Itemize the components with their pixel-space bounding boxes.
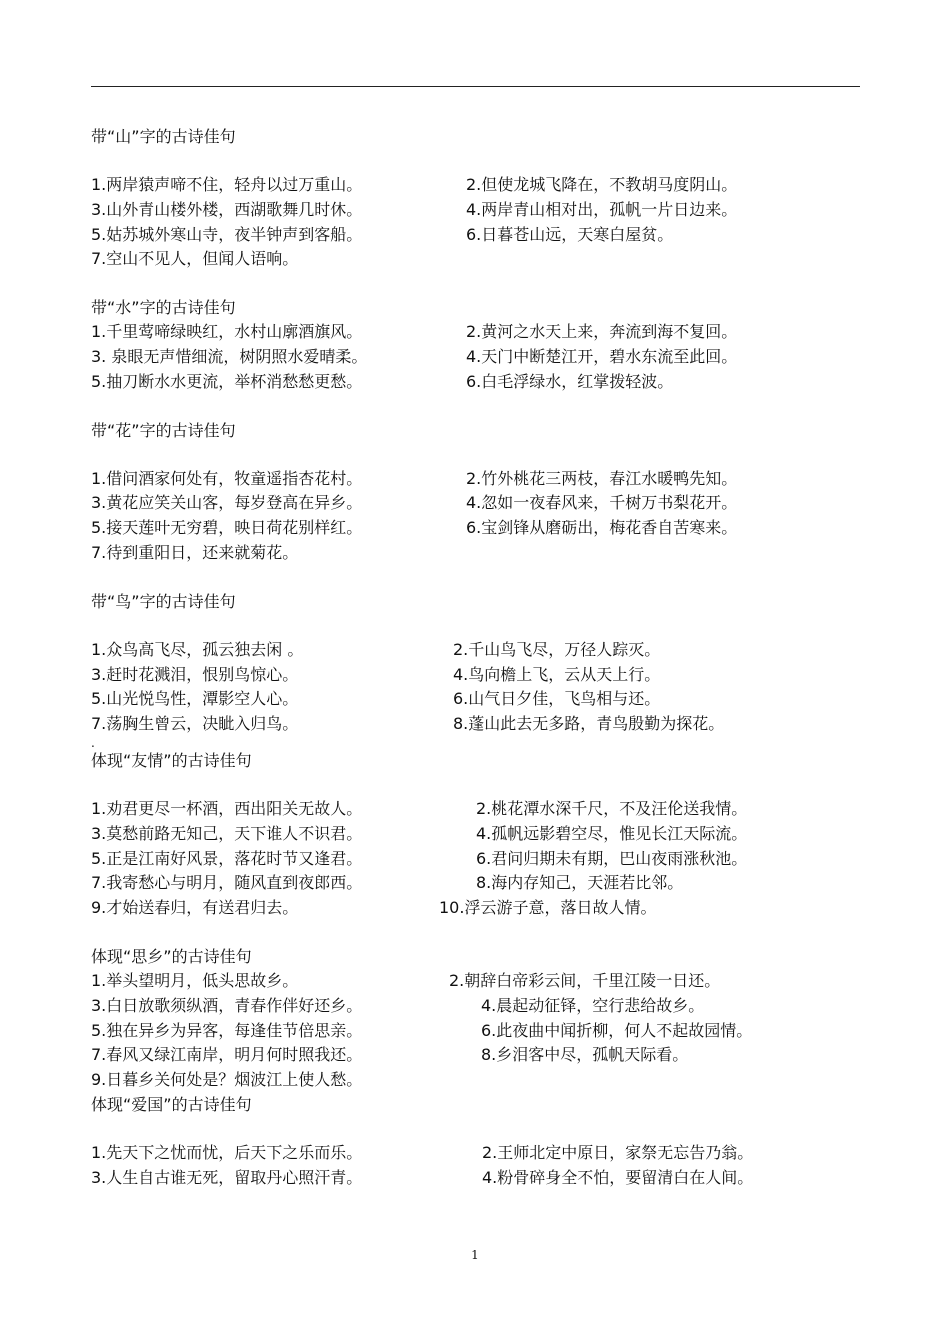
poem-line-row [91,797,860,822]
poem-line-row [91,198,860,223]
poem-line-row [91,822,860,847]
poem-line-left: 1.举头望明月，低头思故乡。 [91,970,299,990]
poem-line-row [91,1166,860,1191]
poem-line-row [91,1141,860,1166]
document-body [91,125,860,1191]
poem-line-row [91,663,860,688]
poem-line-right: 2.但使龙城飞降在，不教胡马度阴山。 [466,175,738,194]
poem-line-left: 9.才始送春归，有送君归去。 [91,898,299,918]
poem-line-row [91,847,860,872]
section-title: 带“鸟”字的古诗佳句 [91,591,236,611]
poem-line-row [91,516,860,541]
poem-line-row [91,969,860,994]
poem-line-right: 6.山气日夕佳，飞鸟相与还。 [453,689,661,709]
page-number: 1 [471,1248,479,1262]
poem-line-right: 4.孤帆远影碧空尽，惟见长江天际流。 [476,823,748,843]
poem-line-right: 2.朝辞白帝彩云间，千里江陵一日还。 [449,970,721,990]
poem-line-row [91,467,860,492]
poem-line-right: 4.晨起动征铎，空行悲给故乡。 [481,995,705,1015]
poem-line-row [91,173,860,198]
poem-line-row [91,994,860,1019]
poem-line-left: 3.山外青山楼外楼，西湖歌舞几时休。 [91,199,363,219]
poem-line-left: 3. 泉眼无声惜细流，树阴照水爱晴柔。 [91,346,368,366]
poem-line-right: 2.王师北定中原日，家祭无忘告乃翁。 [482,1142,754,1162]
stray-dot: . [91,735,95,750]
poem-line-row [91,345,860,370]
poem-line-left: 7.待到重阳日，还来就菊花。 [91,542,299,562]
section-title: 带“花”字的古诗佳句 [91,420,236,440]
poem-line-right: 6.君问归期未有期，巴山夜雨涨秋池。 [476,848,748,868]
poem-line-left: 5.姑苏城外寒山寺，夜半钟声到客船。 [91,224,363,244]
section-title: 体现“爱国”的古诗佳句 [91,1094,252,1114]
poem-line-right: 4.鸟向檐上飞，云从天上行。 [453,664,661,684]
section-title: 体现“思乡”的古诗佳句 [91,946,252,966]
section-title: 带“山”字的古诗佳句 [91,127,236,146]
poem-line-left: 9.日暮乡关何处是？烟波江上使人愁。 [91,1070,363,1090]
poem-line-left: 7.空山不见人，但闻人语响。 [91,249,299,269]
poem-line-row [91,871,860,896]
poem-line-left: 1.两岸猿声啼不住，轻舟以过万重山。 [91,175,363,194]
poem-line-left: 1.借问酒家何处有，牧童遥指杏花村。 [91,468,363,488]
poem-line-row [91,223,860,248]
poem-line-right: 6.日暮苍山远，天寒白屋贫。 [466,224,674,244]
poem-line-right: 2.黄河之水天上来，奔流到海不复回。 [466,322,738,342]
poem-line-left: 5.独在异乡为异客，每逢佳节倍思亲。 [91,1020,363,1040]
poem-line-left: 5.正是江南好风景，落花时节又逢君。 [91,848,363,868]
section-title: 体现“友情”的古诗佳句 [91,750,252,770]
poem-line-left: 5.山光悦鸟性，潭影空人心。 [91,689,299,709]
poem-line-left: 1.千里莺啼绿映红，水村山廓酒旗风。 [91,322,363,342]
poem-line-right: 2.桃花潭水深千尺，不及汪伦送我情。 [476,798,748,818]
poem-line-left: 7.春风又绿江南岸，明月何时照我还。 [91,1045,363,1065]
poem-line-row [91,247,860,272]
section-title: 带“水”字的古诗佳句 [91,298,236,318]
poem-line-left: 1.众鸟高飞尽，孤云独去闲 。 [91,639,304,659]
poem-line-left: 7.我寄愁心与明月，随风直到夜郎西。 [91,873,363,893]
poem-line-right: 2.千山鸟飞尽，万径人踪灭。 [453,639,661,659]
poem-line-left: 3.黄花应笑关山客，每岁登高在异乡。 [91,493,363,513]
poem-line-left: 3.白日放歌须纵酒，青春作伴好还乡。 [91,995,363,1015]
poem-line-left: 3.赶时花溅泪，恨别鸟惊心。 [91,664,299,684]
poem-line-right: 6.此夜曲中闻折柳，何人不起故园情。 [481,1020,753,1040]
poem-line-right: 10.浮云游子意，落日故人情。 [439,898,657,918]
poem-line-row [91,896,860,921]
poem-line-right: 6.白毛浮绿水，红掌拨轻波。 [466,371,674,391]
poem-line-right: 4.忽如一夜春风来，千树万书梨花开。 [466,493,738,513]
poem-line-row [91,491,860,516]
poem-line-row [91,687,860,712]
poem-line-right: 8.蓬山此去无多路，青鸟殷勤为探花。 [453,714,725,734]
poem-line-left: 1.先天下之忧而忧，后天下之乐而乐。 [91,1142,363,1162]
poem-line-left: 5.接天莲叶无穷碧，映日荷花别样红。 [91,518,363,538]
poem-line-left: 1.劝君更尽一杯酒，西出阳关无故人。 [91,798,363,818]
poem-line-right: 4.天门中断楚江开，碧水东流至此回。 [466,346,738,366]
poem-line-left: 3.莫愁前路无知己，天下谁人不识君。 [91,823,363,843]
poem-line-row [91,1068,860,1093]
poem-line-row [91,638,860,663]
header-rule [91,86,860,87]
poem-line-right: 6.宝剑锋从磨砺出，梅花香自苦寒来。 [466,518,738,538]
poem-line-right: 8.海内存知己，天涯若比邻。 [476,873,684,893]
poem-line-right: 4.两岸青山相对出，孤帆一片日边来。 [466,199,738,219]
poem-line-left: 5.抽刀断水水更流，举杯消愁愁更愁。 [91,371,363,391]
poem-line-left: 7.荡胸生曾云，决眦入归鸟。 [91,714,299,734]
poem-line-row [91,541,860,566]
poem-line-row [91,712,860,737]
poem-line-row [91,1019,860,1044]
poem-line-row [91,1043,860,1068]
poem-line-row [91,370,860,395]
poem-line-right: 2.竹外桃花三两枝，春江水暖鸭先知。 [466,468,738,488]
poem-line-right: 8.乡泪客中尽，孤帆天际看。 [481,1045,689,1065]
poem-line-left: 3.人生自古谁无死，留取丹心照汗青。 [91,1167,363,1187]
poem-line-row [91,320,860,345]
poem-line-right: 4.粉骨碎身全不怕，要留清白在人间。 [482,1167,754,1187]
